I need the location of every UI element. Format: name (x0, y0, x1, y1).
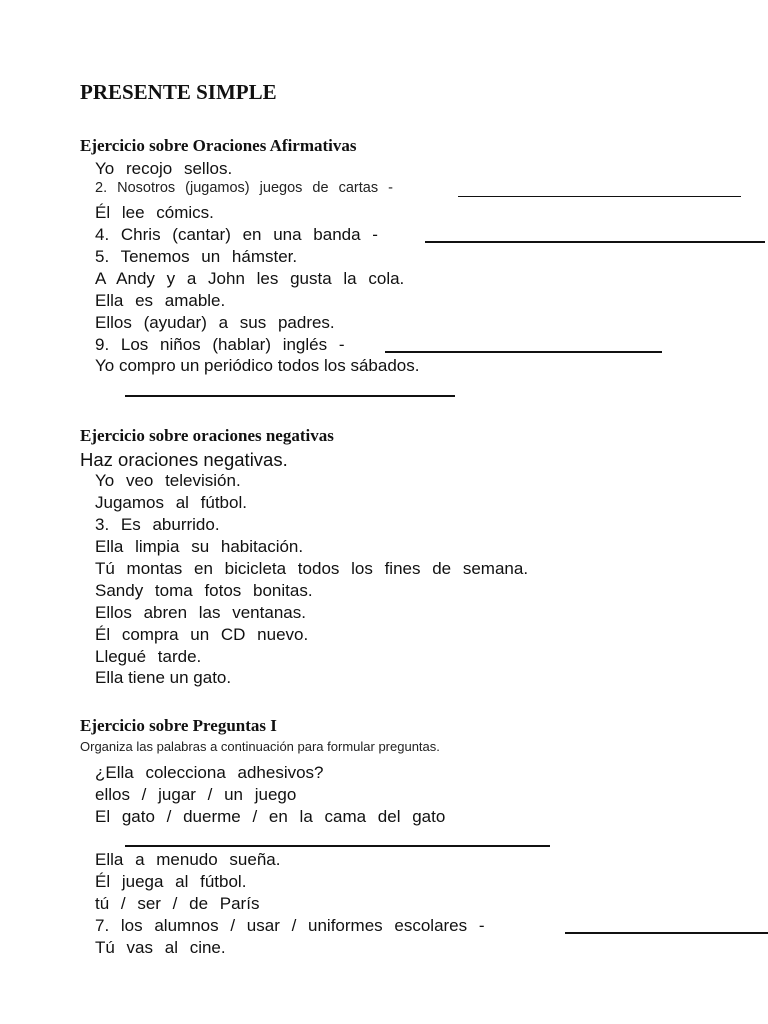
exercise-line: Ella tiene un gato. (95, 668, 232, 687)
section-instruction: Organiza las palabras a continuación para formular preguntas. (80, 739, 440, 754)
exercise-line: Tú vas al cine. (95, 938, 226, 957)
exercise-line: Ella a menudo sueña. (95, 850, 281, 869)
exercise-line: 7. los alumnos / usar / uniformes escolares - (95, 916, 485, 935)
answer-blank[interactable] (385, 351, 662, 353)
exercise-line: 9. Los niños (hablar) inglés - (95, 335, 345, 354)
exercise-line: 2. Nosotros (jugamos) juegos de cartas - (95, 180, 393, 196)
exercise-line: Yo recojo sellos. (95, 159, 233, 178)
exercise-line: 4. Chris (cantar) en una banda - (95, 225, 378, 244)
exercise-line: Llegué tarde. (95, 647, 202, 666)
exercise-line: Él lee cómics. (95, 203, 214, 222)
exercise-line: El gato / duerme / en la cama del gato (95, 807, 446, 826)
answer-blank[interactable] (565, 932, 768, 934)
exercise-line: Yo veo televisión. (95, 471, 241, 490)
exercise-line: Ellos abren las ventanas. (95, 603, 306, 622)
exercise-line: ¿Ella colecciona adhesivos? (95, 763, 324, 782)
section-heading-affirmative: Ejercicio sobre Oraciones Afirmativas (80, 136, 357, 155)
answer-blank[interactable] (458, 196, 741, 197)
exercise-line: A Andy y a John les gusta la cola. (95, 269, 405, 288)
answer-blank[interactable] (425, 241, 765, 243)
exercise-line: Ella limpia su habitación. (95, 537, 304, 556)
section-heading-questions: Ejercicio sobre Preguntas I (80, 716, 277, 735)
answer-blank[interactable] (125, 395, 455, 397)
exercise-line: Yo compro un periódico todos los sábados. (95, 356, 420, 375)
answer-blank[interactable] (125, 845, 550, 847)
exercise-line: 3. Es aburrido. (95, 515, 220, 534)
exercise-line: Tú montas en bicicleta todos los fines de semana. (95, 559, 529, 578)
exercise-line: ellos / jugar / un juego (95, 785, 297, 804)
exercise-line: Él juega al fútbol. (95, 872, 247, 891)
exercise-line: Jugamos al fútbol. (95, 493, 247, 512)
section-heading-negative: Ejercicio sobre oraciones negativas (80, 426, 334, 445)
section-instruction: Haz oraciones negativas. (80, 449, 288, 470)
exercise-line: Sandy toma fotos bonitas. (95, 581, 313, 600)
exercise-line: Ellos (ayudar) a sus padres. (95, 313, 335, 332)
exercise-line: Él compra un CD nuevo. (95, 625, 309, 644)
exercise-line: tú / ser / de París (95, 894, 260, 913)
exercise-line: Ella es amable. (95, 291, 226, 310)
page-title: PRESENTE SIMPLE (80, 80, 277, 104)
exercise-line: 5. Tenemos un hámster. (95, 247, 298, 266)
